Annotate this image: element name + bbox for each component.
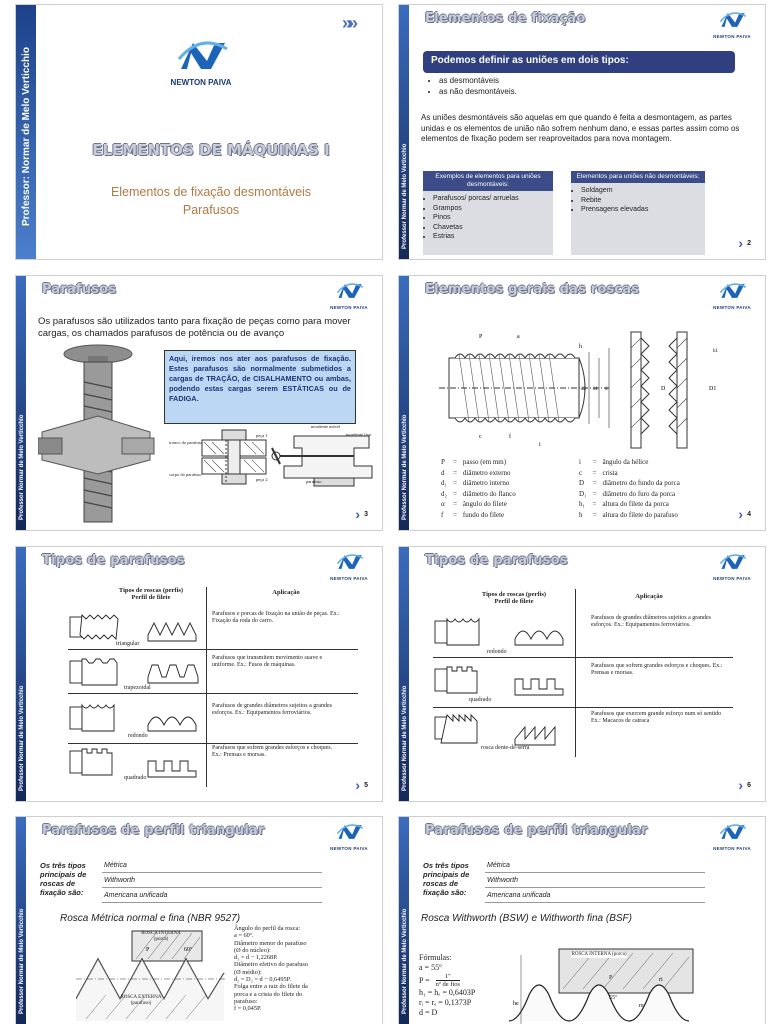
profile-name: trapezoidal: [124, 685, 151, 691]
label-peca-2: peça 2: [256, 477, 268, 482]
header-line: Tipos de roscas (perfis): [118, 587, 184, 594]
profile-name: redondo: [487, 649, 507, 655]
box-header: Elementos para uniões não desmontáveis:: [571, 171, 705, 183]
label-mordente-fixo: mordente fixo: [346, 432, 372, 437]
thread-profiles-drawing: [433, 617, 573, 757]
legend-row: c = crista: [579, 468, 618, 477]
list-item: • Rebite: [581, 196, 705, 206]
formula-line: porca e a crista do filete do: [234, 990, 303, 998]
title-sidebar: Professor: Normar de Melo Verticchio: [16, 5, 36, 259]
label-parafuso: parafuso: [306, 479, 322, 484]
newton-paiva-logo: [166, 39, 236, 87]
next-arrow-icon[interactable]: ›: [738, 777, 743, 793]
slide-title: Tipos de parafusos: [425, 553, 568, 568]
list-item: • as não desmontáveis.: [439, 86, 517, 97]
header-line: Perfil de filete: [131, 594, 171, 601]
slide-sidebar: [399, 817, 409, 1024]
legend-left: [439, 456, 522, 521]
column-divider: [575, 589, 576, 757]
newton-paiva-logo: [709, 11, 755, 39]
professor-label: Professor Normar de Melo Verticchio: [402, 685, 408, 791]
list-item: • Prensagens elevadas: [581, 205, 705, 215]
logo-mark-icon: [717, 11, 747, 29]
logo-mark-icon: [334, 823, 364, 841]
formula-line: Ângulo do perfil da rosca:: [234, 925, 301, 932]
course-subtitle: [46, 183, 376, 219]
slide-7[interactable]: [15, 816, 383, 1024]
svg-text:D: D: [661, 386, 666, 392]
fraction: [436, 973, 460, 988]
logo-mark-icon: [334, 553, 364, 571]
slide-number: 2: [747, 240, 751, 247]
removable-examples-box: [423, 171, 553, 255]
slide-sidebar: [16, 817, 26, 1024]
legend-right: [577, 456, 686, 521]
svg-text:h: h: [579, 344, 582, 350]
denominator: nº de fios: [435, 981, 461, 988]
power-screw-photo: [38, 342, 158, 528]
legend-row: d₁ = diâmetro interno: [441, 479, 510, 487]
brand-name: NEWTON PAIVA: [330, 576, 368, 581]
formula-line: [419, 973, 519, 988]
svg-text:D1: D1: [709, 386, 717, 392]
svg-text:h1: h1: [713, 349, 718, 354]
thread-type-row: Americana unificada: [102, 889, 322, 903]
table-header-types: [449, 591, 579, 605]
brand-name: NEWTON PAIVA: [170, 78, 232, 87]
formula-line: d₂ = D₂ = d − 0,6495P.: [234, 976, 292, 984]
slide-number: 3: [364, 511, 368, 518]
svg-text:a: a: [517, 334, 520, 340]
thread-type-row: Métrica: [102, 859, 322, 873]
application-text: Parafusos que transmitem movimento suave e uniforme. Ex.: Fusos de máquinas.: [212, 655, 323, 668]
list-item: • Grampos: [433, 204, 553, 214]
box-header: Exemplos de elementos para uniões desmontáveis:: [423, 171, 553, 191]
label-peca-1: peça 1: [256, 433, 268, 438]
definition-banner: Podemos definir as uniões em dois tipos:: [423, 51, 735, 73]
formula-line: Diâmetro menor do parafuso: [234, 939, 307, 947]
slide-sidebar: [399, 5, 409, 259]
slide-title: Elementos gerais das roscas: [425, 282, 640, 297]
list-item: • Estrias: [433, 232, 553, 242]
professor-label: Professor Normar de Melo Verticchio: [402, 908, 408, 1014]
list-item: • Soldagem: [581, 186, 705, 196]
legend-row: P = passo (em mm): [441, 458, 507, 466]
table-header-application: Aplicação: [272, 589, 300, 596]
profile-name: triangular: [116, 641, 140, 647]
application-text: Parafusos de grandes diâmetros sujeitos a grandes esforços. Ex.: Equipamentos ferroviários.: [591, 615, 711, 628]
professor-label: Professor Normar de Melo Verticchio: [19, 908, 25, 1014]
legend-row: d₂ = diâmetro do flanco: [441, 489, 516, 498]
formula-line: d = D: [419, 1008, 438, 1017]
newton-paiva-logo: [709, 553, 755, 581]
legend-row: h₁ = altura do filete da porca: [579, 500, 669, 508]
formula-line: Diâmetro efetivo do parafuso: [234, 961, 308, 969]
formula-line: a = 60º.: [234, 932, 254, 940]
svg-text:c: c: [479, 434, 482, 440]
formula-line: (Ø do núcleo):: [234, 946, 271, 954]
legend-row: α = ângulo do filete: [441, 500, 507, 508]
section-heading: Rosca Withworth (BSW) e Withworth fina (BSF): [421, 913, 632, 924]
slide-5[interactable]: [15, 546, 383, 802]
formula-line: a = 55º: [419, 963, 442, 972]
brand-name: NEWTON PAIVA: [713, 576, 751, 581]
slide-title: Tipos de parafusos: [42, 553, 185, 568]
subtitle-line-2: Parafusos: [182, 203, 240, 217]
profile-name: redondo: [128, 733, 148, 739]
logo-mark-icon: [173, 39, 229, 73]
svg-text:re: re: [639, 1003, 644, 1009]
slide-title: Elementos de fixação: [425, 11, 586, 26]
brand-name: NEWTON PAIVA: [713, 846, 751, 851]
logo-mark-icon: [717, 282, 747, 300]
header-line: Perfil de filete: [494, 598, 534, 605]
thread-type-row: Americana unificada: [485, 889, 705, 903]
formula-line: Fórmulas:: [419, 953, 452, 962]
svg-text:d1: d1: [593, 387, 598, 392]
note-box: Aqui, iremos nos ater aos parafusos de fixação. Estes parafusos são normalmente submetidos a cargas de TRAÇÃO, de CISALHAMENTO ou ambas, podendo estas cargas serem ESTÁTICAS ou de FADIGA.: [164, 350, 356, 424]
professor-label: Professor Normar de Melo Verticchio: [402, 414, 408, 520]
slide-title: Parafusos: [42, 282, 117, 297]
newton-paiva-logo: [709, 282, 755, 310]
legend-row: i = ângulo da hélice: [579, 458, 649, 466]
slide-number: 6: [747, 782, 751, 789]
formula-line: h₁ = hₑ = 0,6403P: [419, 988, 476, 997]
slide-8[interactable]: [398, 816, 766, 1024]
header-line: Tipos de roscas (perfis): [481, 591, 547, 598]
thread-types-label: Os três tipos principais de roscas de fixação são:: [40, 861, 87, 897]
slide-sidebar: [16, 276, 26, 530]
thread-type-row: Withworth: [485, 874, 705, 888]
label-corpo: corpo do parafuso: [169, 472, 202, 477]
next-arrow-icon[interactable]: ›: [738, 506, 743, 522]
svg-text:he: he: [513, 1001, 519, 1007]
legend-row: f = fundo do filete: [441, 510, 505, 519]
definition-paragraph: As uniões desmontáveis são aquelas em que quando é feita a desmontagem, as partes unidas e os elementos de união não sofrem nenhum dano, e essas partes assim como os elementos de fixação podem ser reaproveitados para nova montagem.: [421, 113, 740, 143]
slide-sidebar: [399, 547, 409, 801]
svg-text:d2: d2: [581, 387, 586, 392]
table-header-types: [86, 587, 216, 601]
chevrons-icon: »»: [341, 13, 354, 33]
numerator: 1": [436, 973, 460, 981]
formula-line: f = 0,045P.: [234, 1005, 262, 1013]
application-text: Parafusos que sofrem grandes esforços e choques. Ex.: Prensas e morsas.: [591, 663, 723, 676]
newton-paiva-logo: [326, 823, 372, 851]
thread-type-row: Withworth: [102, 874, 322, 888]
brand-name: NEWTON PAIVA: [330, 305, 368, 310]
metric-formulas: [234, 925, 374, 1013]
metric-thread-diagram: [76, 929, 226, 1024]
brand-name: NEWTON PAIVA: [713, 34, 751, 39]
legend-row: d = diâmetro externo: [441, 468, 511, 477]
whitworth-formulas: [419, 953, 519, 1018]
subtitle-line-1: Elementos de fixação desmontáveis: [110, 185, 312, 199]
formula-line: parafuso:: [234, 997, 258, 1005]
list-item: • Parafusos/ porcas/ arruelas: [433, 194, 553, 204]
slide-3[interactable]: [15, 275, 383, 531]
slide-sidebar: [16, 547, 26, 801]
next-arrow-icon[interactable]: ›: [738, 235, 743, 251]
thread-type-row: Métrica: [485, 859, 705, 873]
application-text: Parafusos de grandes diâmetros sujeitos a grandes esforços. Ex.: Equipamentos ferroviários.: [212, 703, 332, 716]
non-removable-box: [571, 171, 705, 255]
slide-sidebar: [399, 276, 409, 530]
label-angle: 55º: [609, 995, 617, 1001]
logo-mark-icon: [717, 823, 747, 841]
label-rosca-interna: ROSCA INTERNA (porca): [571, 952, 627, 957]
slide-number: 5: [364, 782, 368, 789]
formula-line: (Ø médio):: [234, 968, 262, 976]
slide-1[interactable]: [15, 4, 383, 260]
profile-name: quadrado: [469, 697, 492, 703]
profile-name: quadrado: [124, 775, 147, 781]
application-text: Parafusos e porcas de fixação na união de peças. Ex.: Fixação da roda do carro.: [212, 611, 340, 624]
profile-name: rosca dente-de-serra: [481, 745, 530, 751]
brand-name: NEWTON PAIVA: [713, 305, 751, 310]
svg-text:P: P: [146, 947, 150, 953]
newton-paiva-logo: [326, 282, 372, 310]
professor-label: Professor Normar de Melo Verticchio: [402, 143, 408, 249]
course-title: ELEMENTOS DE MÁQUINAS I: [92, 141, 330, 159]
newton-paiva-logo: [326, 553, 372, 581]
slide-6[interactable]: [398, 546, 766, 802]
slide-2[interactable]: [398, 4, 766, 260]
next-arrow-icon[interactable]: ›: [355, 506, 360, 522]
legend-row: h = altura do filete do parafuso: [579, 510, 678, 519]
professor-label: Professor Normar de Melo Verticchio: [19, 685, 25, 791]
slide-title: Parafusos de perfil triangular: [425, 823, 648, 838]
svg-text:P: P: [479, 334, 483, 340]
formula-line: rᵢ = rₑ = 0,1373P: [419, 998, 472, 1007]
formula-line: Folga entre a raiz do filete da: [234, 983, 308, 991]
professor-label: Professor Normar de Melo Verticchio: [19, 414, 25, 520]
list-item: • Pinos: [433, 213, 553, 223]
svg-text:d: d: [605, 387, 608, 392]
newton-paiva-logo: [709, 823, 755, 851]
label-rosca-externa: ROSCA EXTERNA (parafuso): [120, 995, 162, 1006]
application-text: Parafusos que exercem grande esforço num só sentido Ex.: Macacos de catraca: [591, 711, 722, 724]
union-types-list: [439, 75, 517, 97]
svg-text:ri: ri: [659, 977, 663, 983]
application-text: Parafusos que sofrem grandes esforços e choques. Ex.: Prensas e morsas.: [212, 745, 333, 758]
next-arrow-icon[interactable]: ›: [355, 777, 360, 793]
section-heading: Rosca Métrica normal e fina (NBR 9527): [60, 913, 241, 924]
legend-row: D = diâmetro do fundo da porca: [579, 479, 680, 487]
slide-title: Parafusos de perfil triangular: [42, 823, 265, 838]
slide-number: 4: [747, 511, 751, 518]
label-pitch: P: [609, 975, 613, 981]
label-mordente-movel: mordente móvel: [311, 424, 341, 429]
list-item: • as desmontáveis: [439, 75, 517, 86]
formula-line: d₁ = d − 1,2268P.: [234, 954, 278, 962]
logo-mark-icon: [717, 553, 747, 571]
thread-profiles-drawing: [68, 611, 208, 801]
formula-lhs: P =: [419, 975, 430, 985]
intro-paragraph: Os parafusos são utilizados tanto para fixação de peças como para mover cargas, os chamados parafusos de potência ou de avanço: [38, 316, 351, 339]
thread-elements-diagram: [429, 328, 749, 452]
svg-text:60º: 60º: [184, 947, 192, 953]
list-item: • Chavetas: [433, 223, 553, 233]
slide-4[interactable]: [398, 275, 766, 531]
svg-text:f: f: [509, 434, 511, 440]
label-tronco: tronco do parafuso: [169, 440, 203, 445]
label-rosca-interna: ROSCA INTERNA (porca): [141, 931, 181, 942]
svg-text:i: i: [539, 442, 541, 448]
logo-mark-icon: [334, 282, 364, 300]
thread-types-label: Os três tipos principais de roscas de fixação são:: [423, 861, 470, 897]
brand-name: NEWTON PAIVA: [330, 846, 368, 851]
legend-row: D₁ = diâmetro do furo da porca: [579, 489, 676, 498]
table-header-application: Aplicação: [635, 593, 663, 600]
